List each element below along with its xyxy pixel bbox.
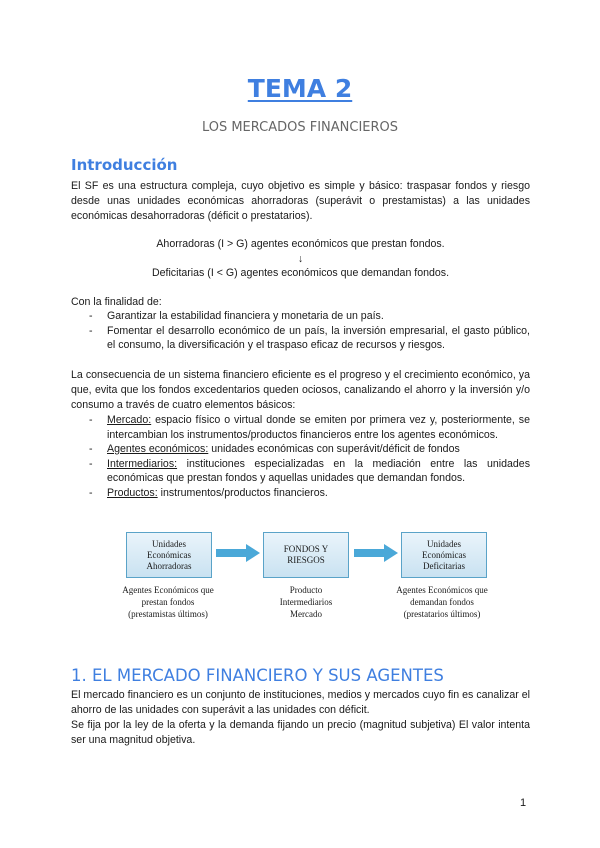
finalidad-label: Con la finalidad de: <box>71 296 162 308</box>
right-arrow-icon <box>354 544 398 562</box>
page-subtitle: LOS MERCADOS FINANCIEROS <box>201 120 399 135</box>
intro-heading: Introducción <box>71 156 178 174</box>
deficit-caption: Agentes Económicos que demandan fondos (prestatarios últimos) <box>396 585 488 619</box>
market-price-paragraph: Se fija por la ley de la oferta y la demanda fijando un precio (magnitud subjetiva) El valor intenta ser una magnitud objetiva. <box>71 719 530 746</box>
right-arrow-icon <box>216 544 260 562</box>
list-item: - Agentes económicos: unidades económicas con superávit/déficit de fondos <box>89 443 460 455</box>
down-arrow: ↓ <box>297 253 304 265</box>
intro-paragraph: El SF es una estructura compleja, cuyo objetivo es simple y básico: traspasar fondos y riesgo desde unas unidades económicas ahorradoras (superávit o prestamistas) a las unidades económicas desahorradoras (déficit o prestatarios). <box>71 180 530 222</box>
list-item: - Mercado: espacio físico o virtual donde se emiten por primera vez y, posteriormente, se intercambian los instrumentos/productos financieros entre los agentes económicos. <box>89 414 530 441</box>
list-item: - Garantizar la estabilidad financiera y monetaria de un país. <box>89 310 384 322</box>
middle-caption: Producto Intermediarios Mercado <box>279 585 333 619</box>
goals-list <box>71 309 530 353</box>
page-number: 1 <box>520 797 527 809</box>
deficit-box: Unidades Económicas Deficitarias <box>401 532 487 578</box>
savers-box: Unidades Económicas Ahorradoras <box>126 532 212 578</box>
savers-line: Ahorradoras (I > G) agentes económicos que prestan fondos. <box>156 238 445 250</box>
market-definition: El mercado financiero es un conjunto de instituciones, medios y mercados cuyo fin es canalizar el ahorro de las unidades con superávit a las unidades con déficit. <box>71 689 530 716</box>
section-heading: 1. EL MERCADO FINANCIERO Y SUS AGENTES <box>71 666 444 685</box>
flow-diagram <box>120 526 490 626</box>
consequence-paragraph: La consecuencia de un sistema financiero eficiente es el progreso y el crecimiento económico, ya que, evita que los fondos excedentarios queden ociosos, canalizando el ahorro y la inversión y/o consumo a través de cuatro elementos básicos: <box>71 369 530 411</box>
savers-caption: Agentes Económicos que prestan fondos (prestamistas últimos) <box>122 585 214 619</box>
page-title: TEMA 2 <box>247 74 353 103</box>
list-item: - Fomentar el desarrollo económico de un país, la inversión empresarial, el gasto público, el consumo, la diversificación y el traspaso eficaz de recursos y riesgos. <box>89 324 530 351</box>
deficit-line: Deficitarias (I < G) agentes económicos que demandan fondos. <box>151 267 450 279</box>
list-item: - Productos: instrumentos/productos financieros. <box>89 486 328 499</box>
list-item: - Intermediarios: instituciones especializadas en la mediación entre las unidades económicas que prestan fondos y aquellas unidades que demandan fondos. <box>89 457 530 484</box>
elements-list <box>71 413 530 500</box>
funds-risks-box: FONDOS Y RIESGOS <box>263 532 349 578</box>
